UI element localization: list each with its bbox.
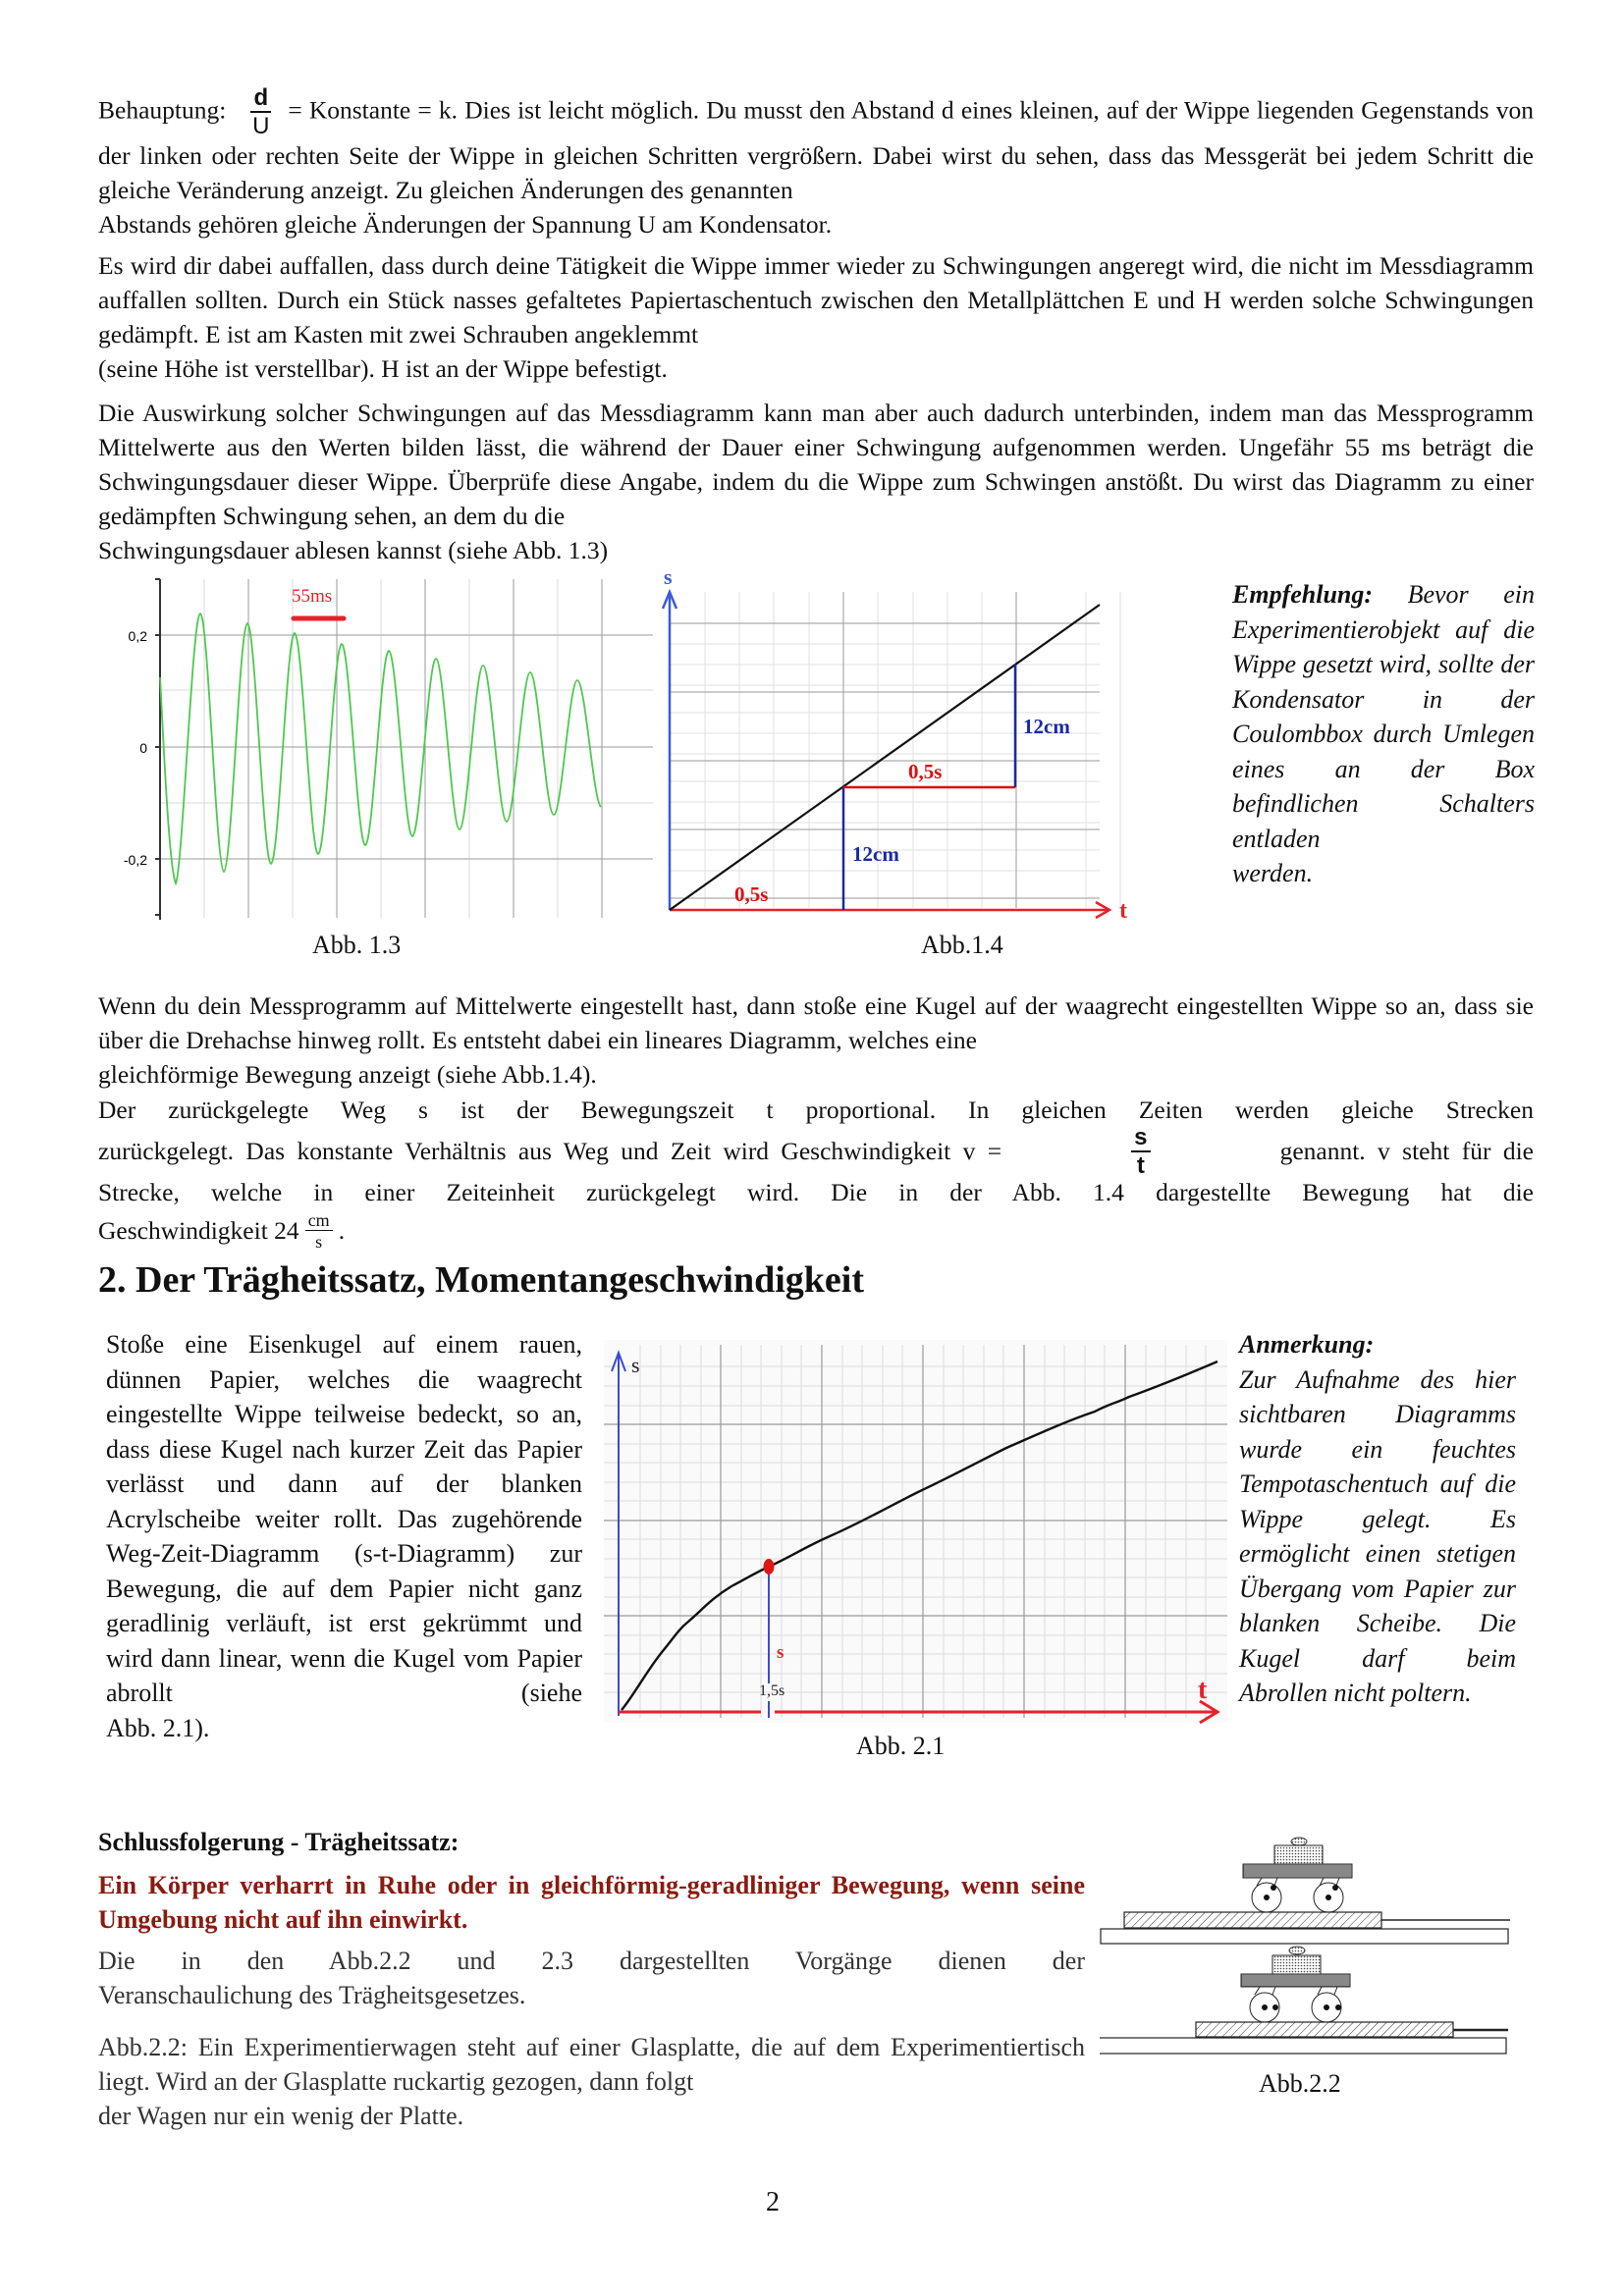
conclusion-title: Schlussfolgerung - Trägheitssatz: — [98, 1828, 460, 1856]
cart-scene-2 — [1100, 1947, 1508, 2054]
empfehlung-note: Empfehlung: Bevor ein Experimentierobjekt auf die Wippe gesetzt wird, sollte der Kondensator in der Coulombbox durch Umlegen eines an der Box befindlichen Schalters entladen werden. — [1232, 580, 1535, 887]
svg-text:t: t — [1119, 898, 1127, 924]
figure-2-2-cart-diagram — [1100, 1826, 1542, 2061]
figure-2-1-caption: Abb. 2.1 — [856, 1732, 946, 1760]
inertia-cart-illustration — [1100, 1826, 1542, 2061]
page-number: 2 — [766, 2187, 780, 2217]
fraction-cm-per-s: $\frac{cm}{s}$ — [305, 1211, 333, 1251]
behauptung-label: Behauptung: — [98, 95, 227, 125]
svg-text:s: s — [664, 564, 673, 589]
curved-s-t-plot — [604, 1335, 1232, 1728]
paragraph-geschwindigkeit: Der zurückgelegte Weg s ist der Bewegungszeit t proportional. In gleichen Zeiten werden gleiche Strecken zurückgelegt. Das konstante Verhältnis aus Weg und Zeit wird Geschwindigkeit v = $\frac{s}{t}$ genannt. v steht für die Strecke, welche in einer Zeiteinheit zurückgelegt wird. Die in der Abb. 1.4 dargestellte Bewegung hat die Geschwindigkeit 24 $\frac{cm}{s}$ . — [98, 1095, 1534, 1252]
svg-text:0: 0 — [139, 740, 147, 756]
figure-1-3-caption: Abb. 1.3 — [312, 931, 402, 959]
svg-text:t: t — [1198, 1675, 1208, 1705]
svg-text:1,5s: 1,5s — [759, 1682, 785, 1699]
conclusion-text-1: Die in den Abb.2.2 und 2.3 dargestellten Vorgänge dienen der Veranschaulichung des Trägheitsgesetzes. — [98, 1947, 1085, 2009]
figure-1-3-chart — [98, 574, 653, 923]
svg-text:0,2: 0,2 — [128, 628, 147, 644]
svg-text:s: s — [777, 1642, 784, 1663]
cart-scene-1 — [1101, 1838, 1510, 1944]
figure-1-4-caption: Abb.1.4 — [921, 931, 1003, 959]
velocity-definition-line: zurückgelegt. Das konstante Verhältnis aus Weg und Zeit wird Geschwindigkeit v = $\frac{s}{t}$ genannt. v steht für die — [98, 1123, 1534, 1179]
svg-text:55ms: 55ms — [292, 586, 333, 607]
fraction-d-over-u: $\frac{d}{U}$ — [252, 84, 270, 139]
anmerkung-note: Anmerkung: Zur Aufnahme des hier sichtbaren Diagramms wurde ein feuchtes Tempotaschentuch auf die Wippe gelegt. Es ermöglicht einen stetigen Übergang vom Papier zur blanken Scheibe. Die Kugel darf beim Abrollen nicht poltern. — [1239, 1327, 1516, 1711]
section2-left-text: Stoße eine Eisenkugel auf einem rauen, dünnen Papier, welches die waagrecht eingestellte Wippe teilweise bedeckt, so an, dass diese Kugel nach kurzer Zeit das Papier verlässt und dann auf der blanken Acrylscheibe weiter rollt. Das zugehörende Weg-Zeit-Diagramm (s-t-Diagramm) zur Bewegung, die auf dem Papier nicht ganz geradlinig verläuft, ist erst gekrümmt und wird dann linear, wenn die Kugel vom Papier abrollt (siehe Abb. 2.1). — [106, 1330, 582, 1742]
figure-2-2-caption: Abb.2.2 — [1259, 2069, 1341, 2098]
paragraph-mittelwerte-kugel: Wenn du dein Messprogramm auf Mittelwerte eingestellt hast, dann stoße eine Kugel auf der waagrecht eingestellten Wippe so an, dass sie über die Drehachse hinweg rollt. Es entsteht dabei ein lineares Diagramm, welches eine gleichförmige Bewegung anzeigt (siehe Abb.1.4). — [98, 991, 1534, 1089]
fraction-s-over-t: $\frac{s}{t}$ — [1131, 1126, 1150, 1178]
svg-text:12cm: 12cm — [1023, 715, 1070, 738]
conclusion-text-2: Abb.2.2: Ein Experimentierwagen steht auf einer Glasplatte, die auf dem Experimentiertisch liegt. Wird an der Glasplatte ruckartig gezogen, dann folgt der Wagen nur ein wenig der Platte. — [98, 2033, 1085, 2130]
svg-text:0,5s: 0,5s — [908, 760, 943, 783]
velocity-value-line: Geschwindigkeit 24 $\frac{cm}{s}$ . — [98, 1210, 346, 1252]
svg-text:s: s — [631, 1353, 640, 1377]
figure-2-1-chart — [604, 1335, 1232, 1728]
svg-text:12cm: 12cm — [852, 842, 899, 866]
damped-oscillation-plot — [98, 574, 653, 923]
inertia-law-statement: Ein Körper verharrt in Ruhe oder in gleichförmig-geradliniger Bewegung, wenn seine Umgebung nicht auf ihn einwirkt. — [98, 1871, 1085, 1934]
empfehlung-title: Empfehlung: — [1232, 580, 1374, 609]
section-heading: 2. Der Trägheitssatz, Momentangeschwindigkeit — [98, 1259, 865, 1301]
linear-s-t-plot — [648, 564, 1217, 928]
paragraph-mittelwerte: Die Auswirkung solcher Schwingungen auf das Messdiagramm kann man aber auch dadurch unterbinden, indem man das Messprogramm Mittelwerte aus den Werten bilden lässt, die während der Dauer einer Schwingung aufgenommen werden. Ungefähr 55 ms beträgt die Schwingungsdauer dieser Wippe. Überprüfe diese Angabe, indem du die Wippe zum Schwingen anstößt. Du wirst das Diagramm zu einer gedämpften Schwingung sehen, an dem du die Schwingungsdauer ablesen kannst (siehe Abb. 1.3) — [98, 399, 1534, 564]
figure-1-4-chart — [648, 564, 1217, 928]
paragraph-schwingungen: Es wird dir dabei auffallen, dass durch deine Tätigkeit die Wippe immer wieder zu Schwingungen angeregt wird, die nicht im Messdiagramm auffallen sollten. Durch ein Stück nasses gefaltetes Papiertaschentuch zwischen den Metallplättchen E und H werden solche Schwingungen gedämpft. E ist am Kasten mit zwei Schrauben angeklemmt (seine Höhe ist verstellbar). H ist an der Wippe befestigt. — [98, 251, 1534, 383]
paragraph-behauptung: Behauptung: $\frac{d}{U}$ = Konstante = k. Dies ist leicht möglich. Du musst den Abstand d eines kleinen, auf der Wippe liegenden Gegenstands von der linken oder rechten Seite der Wippe in gleichen Schritten vergrößern. Dabei wirst du sehen, dass das Messgerät bei jedem Schritt die gleiche Veränderung anzeigt. Zu gleichen Änderungen des genannten Abstands gehören gleiche Änderungen der Spannung U am Kondensator. — [98, 84, 1535, 239]
svg-text:0,5s: 0,5s — [734, 882, 769, 906]
svg-text:-0,2: -0,2 — [123, 852, 147, 868]
anmerkung-title: Anmerkung: — [1239, 1330, 1375, 1359]
